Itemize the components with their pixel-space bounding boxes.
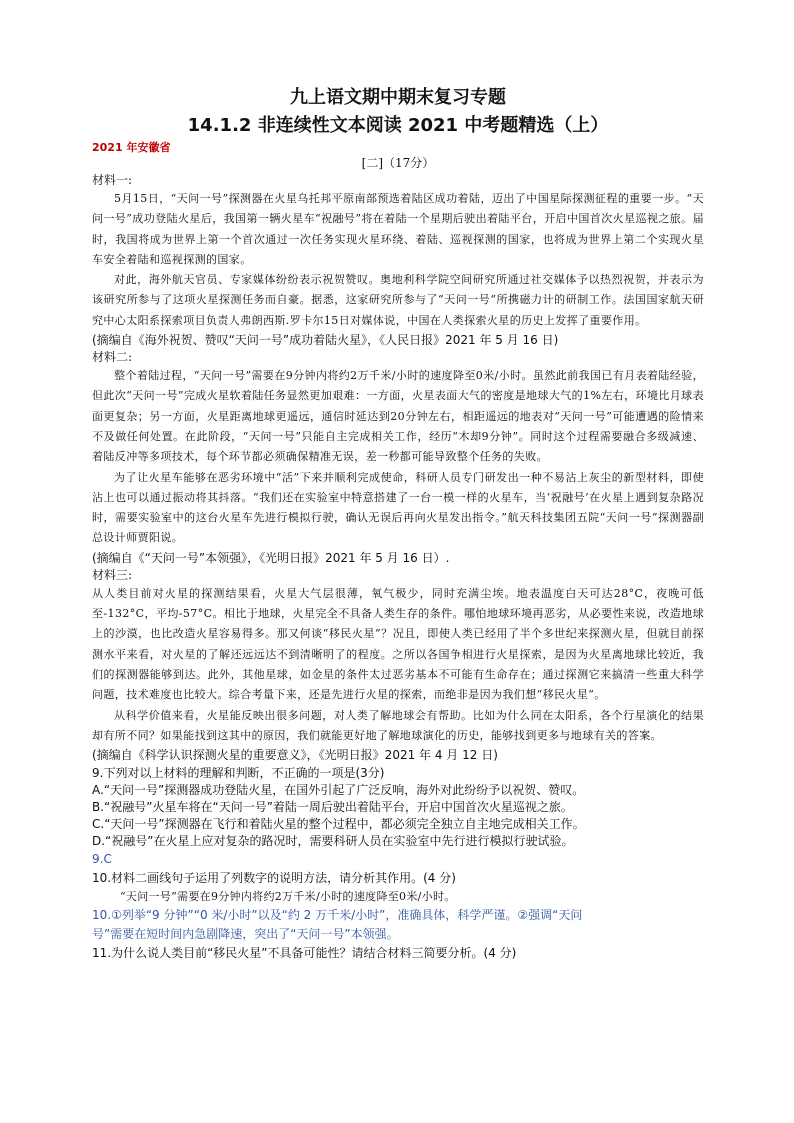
question-9 xyxy=(92,764,704,869)
source-citation: (摘编自《海外祝贺、赞叹“天问一号”成功着陆火星》，《人民日报》2021 年 5 月 16 日) xyxy=(92,333,559,348)
paragraph: 为了让火星车能够在恶劣环境中“活”下来并顺利完成使命，科研人员专门研发出一种不易沾上灰尘的新型材料，即使沾上也可以通过振动将其抖落。“我们还在实验室中特意搭建了一台一模一样的火星车，当‘祝融号’在火星上遇到复杂路况时，需要实验室中的这台火星车先进行模拟行驶，确认无误后再向火星发出指令。”航天科技集团五院“天问一号”探测器副总设计师贾阳说。 xyxy=(92,470,704,545)
material-two xyxy=(92,349,704,567)
answer-continued: 号”需要在短时间内急剧降速，突出了“天问一号”本领强。 xyxy=(92,927,399,942)
quoted-sentence: “天问一号“需要在9分钟内将约2万千米/小时的速度降至0米/小时。 xyxy=(120,890,456,904)
answer: 10.①列举“9 分钟”“0 米/小时”以及“约 2 万千米/小时”，准确具体，科学严谨。②强调“天问 xyxy=(92,908,583,923)
question-stem: 11.为什么说人类目前“移民火星”不具备可能性？请结合材料三简要分析。(4 分) xyxy=(92,946,517,961)
document-page xyxy=(92,80,704,962)
paragraph: 对此，海外航天官员、专家媒体纷纷表示祝贺赞叹。奥地利科学院空间研究所通过社交媒体予以热烈祝贺，并表示为该研究所参与了这项火星探测任务而自豪。据悉，这家研究所参与了“天问一号“所携磁力计的研制工作。法国国家航天研究中心太阳系探索项目负责人弗朗西斯.罗卡尔15日对媒体说，中国在人类探索火星的历史上发挥了重要作用。 xyxy=(92,273,704,327)
material-one xyxy=(92,172,704,349)
section-heading: [二]（17分） xyxy=(361,156,435,170)
paragraph: 5月15日，“天问一号”探测器在火星乌托邦平原南部预选着陆区成功着陆，迈出了中国星际探测征程的重要一步。“天问一号”成功登陆火星后，我国第一辆火星车“祝融号”将在着陆一个星期后驶出着陆平台，开启中国首次火星巡视之旅。届时，我国将成为世界上第一个首次通过一次任务实现火星环绕、着陆、巡视探测的国家，也将成为世界上第二个实现火星车安全着陆和巡视探测的国家。 xyxy=(92,192,704,266)
page-subtitle: 14.1.2 非连续性文本阅读 2021 中考题精选（上） xyxy=(187,115,609,136)
paragraph: 整个着陆过程，“天问一号”需要在9分钟内将约2万千米/小时的速度降至0米/小时。虽然此前我国已有月表着陆经验，但此次“天问一号”完成火星软着陆任务显然更加艰难：一方面，火星表面大气的密度是地球大气的1%左右，环境比月球表面更复杂；另一方面，火星距离地球更遥远，通信时延达到20分钟左右，相距遥远的地表对“天问一号”可能遭遇的险情来不及做任何处置。在此阶段，“天问一号”只能自主完成相关工作，经历“木却9分钟”。同时这个过程需要融合多级减速、着陆反冲等多项技术，每个环节都必须确保精准无误，差一秒都可能导致整个任务的失败。 xyxy=(92,369,704,464)
paragraph: 从人类目前对火星的探测结果看，火星大气层很薄，氧气极少，同时充满尘埃。地表温度白天可达28°C，夜晚可低至-132°C，平均-57°C。相比于地球，火星完全不具备人类生存的条件。哪怕地球环境再恶劣，从必要性来说，改造地球上的沙漠，也比改造火星容易得多。那又何谈“移民火星”？况且，即使人类已经用了半个多世纪来探测火星，但就目前探测水平来看，对火星的了解还远远达不到清晰明了的程度。之所以各国争相进行火星探索，是因为火星离地球比较近，我们的探测器能够到达。此外，其他星球，如金星的条件太过恶劣基本不可能有生命存在；通过探测它来搞清一些重大科学问题，技术难度也比较大。综合考量下来，还是先进行火星的探索，而绝非是因为我们想“移民火星”。 xyxy=(92,586,704,702)
question-10 xyxy=(92,869,704,944)
material-label: 材料一: xyxy=(92,173,133,187)
option-b: B.“祝融号”火星车将在“天问一号”着陆一周后驶出着陆平台，开启中国首次火星巡视之旅。 xyxy=(92,800,573,815)
question-stem: 10.材料二画线句子运用了列数字的说明方法，请分析其作用。(4 分) xyxy=(92,871,456,886)
paragraph: 从科学价值来看，火星能反映出很多问题，对人类了解地球会有帮助。比如为什么同在太阳系，各个行星演化的结果却有所不同？如果能找到这其中的原因，我们就能更好地了解地球演化的历史，能够找到更多与地球有关的答案。 xyxy=(92,708,704,742)
answer: 9.C xyxy=(92,852,112,867)
material-three xyxy=(92,567,704,764)
source-citation: (摘编自《科学认识探测火星的重要意义》，《光明日报》2021 年 4 月 12 日) xyxy=(92,748,498,763)
source-citation: (摘编自《“天问一号”本领强》，《光明日报》2021 年 5 月 16 日）. xyxy=(92,550,450,565)
region-label: 2021 年安徽省 xyxy=(92,141,171,154)
question-11 xyxy=(92,944,704,962)
option-d: D.“祝融号”在火星上应对复杂的路况时，需要科研人员在实验室中先行进行模拟行驶试验。 xyxy=(92,834,574,849)
material-label: 材料二: xyxy=(92,350,133,365)
question-stem: 9.下列对以上材料的理解和判断，不正确的一项是(3分) xyxy=(92,766,385,781)
page-title: 九上语文期中期末复习专题 xyxy=(290,87,506,108)
option-a: A.“天问一号”探测器成功登陆火星，在国外引起了广泛反响，海外对此纷纷予以祝贺、赞叹。 xyxy=(92,783,585,798)
material-label: 材料三: xyxy=(92,567,133,582)
option-c: C.“天问一号”探测器在飞行和着陆火星的整个过程中，都必须完全独立自主地完成相关工作。 xyxy=(92,817,585,832)
